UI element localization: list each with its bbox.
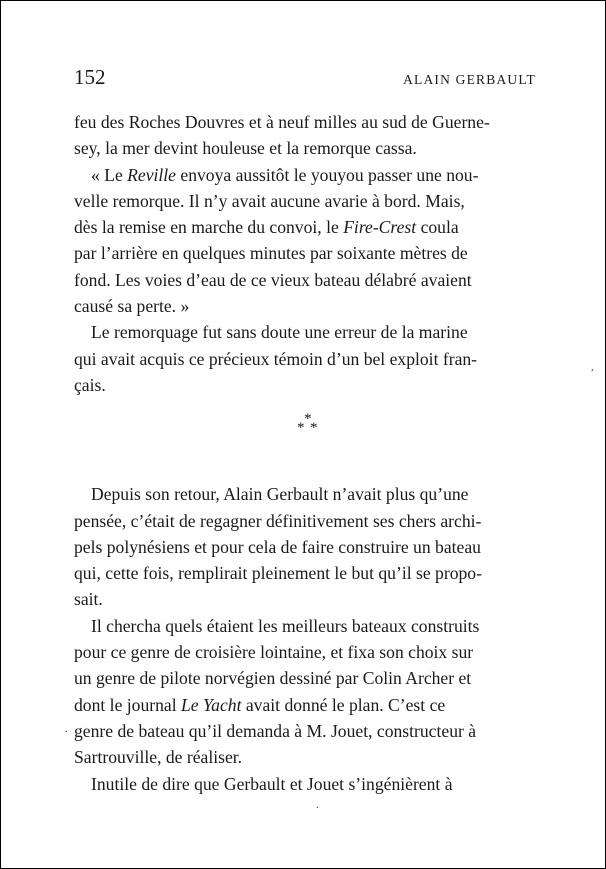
text-line: Le remorquage fut sans doute une erreur de la marine — [91, 322, 468, 343]
text-line: pensée, c’était de regagner définitivement ses chers archi- — [74, 510, 482, 531]
scan-speck: . — [316, 799, 319, 811]
text-line: genre de bateau qu’il demanda à M. Jouet, constructeur à — [74, 720, 477, 741]
paragraph — [74, 109, 538, 162]
page-number: 152 — [74, 65, 106, 89]
text-line: Depuis son retour, Alain Gerbault n’avait plus qu’une — [91, 484, 469, 505]
text-line: pels polynésiens et pour cela de faire construire un bateau — [74, 536, 481, 557]
text-line: un genre de pilote norvégien dessiné par Colin Archer et — [74, 668, 472, 689]
text-line: dont le journal — [74, 694, 182, 715]
text-line: Inutile de dire que Gerbault et Jouet s’ingénièrent à — [91, 773, 453, 794]
asterisk-icon: * — [310, 420, 318, 437]
text-line: Sartrouville, de réaliser. — [74, 747, 243, 768]
running-head — [74, 65, 536, 95]
text-line: qui avait acquis ce précieux témoin d’un bel exploit fran- — [74, 348, 478, 369]
body-text — [74, 109, 538, 797]
text-line: qui, cette fois, remplirait pleinement le but qu’il se propo- — [74, 563, 482, 584]
paragraph — [74, 481, 538, 612]
text-line: par l’arrière en quelques minutes par soixante mètres de — [74, 243, 468, 264]
section-break-asterism — [74, 412, 538, 456]
text-line: avait donné le plan. C’est ce — [241, 694, 446, 715]
ship-name: Reville — [127, 164, 176, 185]
running-title: ALAIN GERBAULT — [403, 72, 536, 87]
text-line: sey, la mer devint houleuse et la remorque cassa. — [74, 138, 417, 159]
text-line: sait. — [74, 589, 103, 610]
asterisk-icon: * — [304, 411, 312, 428]
text-line: çais. — [74, 374, 106, 395]
text-line: coula — [416, 217, 459, 238]
journal-title: Le Yacht — [181, 694, 242, 715]
paragraph — [74, 771, 538, 797]
scan-speck: , — [591, 361, 594, 373]
text-line: envoya aussitôt le youyou passer une nou- — [176, 164, 479, 185]
text-line: pour ce genre de croisière lointaine, et fixa son choix sur — [74, 642, 474, 663]
paragraph — [74, 613, 538, 771]
text-line: « Le — [91, 164, 128, 185]
text-line: feu des Roches Douvres et à neuf milles au sud de Guerne- — [74, 112, 490, 132]
asterisk-icon: * — [297, 420, 305, 437]
paragraph-quote — [74, 162, 538, 320]
text-line: velle remorque. Il n’y avait aucune avarie à bord. Mais, — [74, 190, 465, 211]
text-line: Il chercha quels étaient les meilleurs bateaux construits — [91, 615, 480, 636]
text-line: fond. Les voies d’eau de ce vieux bateau délabré avaient — [74, 269, 472, 290]
scan-speck: . — [65, 723, 68, 735]
text-line: dès la remise en marche du convoi, le — [74, 217, 344, 238]
paragraph — [74, 319, 538, 398]
text-line: causé sa perte. » — [74, 296, 190, 317]
ship-name: Fire-Crest — [343, 217, 417, 238]
